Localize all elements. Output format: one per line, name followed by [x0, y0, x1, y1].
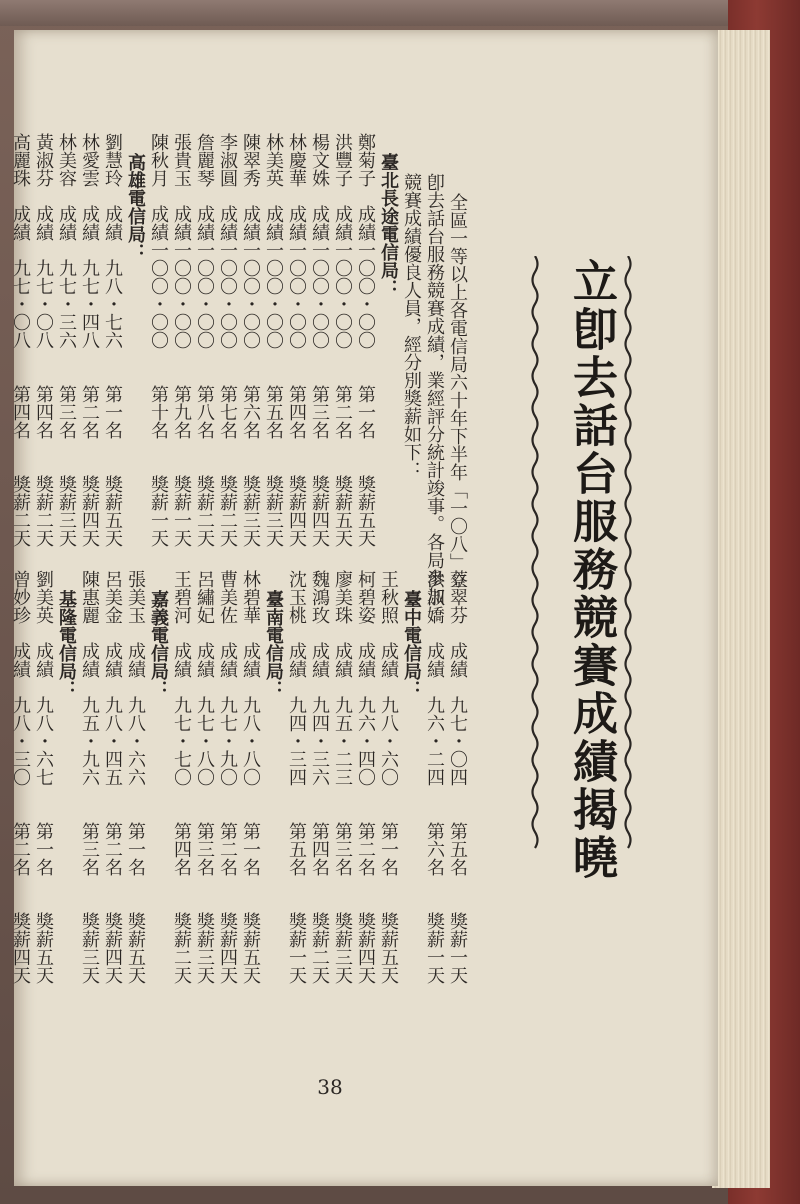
roster-column: 陳秋月 成績一〇〇・〇〇 第十名 獎薪一天	[148, 133, 169, 547]
roster-column: 陳翠秀 成績一〇〇・〇〇 第六名 獎薪三天	[240, 133, 261, 547]
roster-column: 洪淑嬌 成績 九六・二四 第六名 獎薪一天	[424, 570, 445, 984]
roster-column: 楊文姝 成績一〇〇・〇〇 第三名 獎薪四天	[309, 133, 330, 547]
roster-column: 柯碧姿 成績 九六・四〇 第二名 獎薪四天	[355, 570, 376, 984]
roster-column: 黃淑芬 成績 九七・〇八 第四名 獎薪二天	[33, 133, 54, 547]
intro-line: 競賽成績優良人員，經分別獎薪如下：	[401, 173, 422, 479]
bureau-heading: 臺南電信局：	[263, 590, 284, 698]
roster-column: 廖美珠 成績 九五・二三 第三名 獎薪三天	[332, 570, 353, 984]
intro-line: 全區一等以上各電信局六十年下半年「一〇八」立	[447, 193, 468, 589]
roster-column: 洪豐子 成績一〇〇・〇〇 第二名 獎薪五天	[332, 133, 353, 547]
bureau-heading: 臺中電信局：	[401, 590, 422, 698]
bureau-heading: 高雄電信局：	[125, 153, 146, 261]
roster-column: 張貴玉 成績一〇〇・〇〇 第九名 獎薪一天	[171, 133, 192, 547]
roster-column: 沈玉桃 成績 九四・三四 第五名 獎薪一天	[286, 570, 307, 984]
intro-line: 卽去話台服務競賽成績，業經評分統計竣事。各局參加	[424, 173, 445, 605]
roster-column: 魏鴻玫 成績 九四・三六 第四名 獎薪二天	[309, 570, 330, 984]
roster-column: 蔡翠芬 成績 九七・〇四 第五名 獎薪一天	[447, 570, 468, 984]
roster-column: 曹美佐 成績 九七・九〇 第二名 獎薪四天	[217, 570, 238, 984]
roster-column: 王秋照 成績 九八・六〇 第一名 獎薪五天	[378, 570, 399, 984]
page-number: 38	[317, 1075, 343, 1099]
article-title: 立卽去話台服務競賽成績揭曉	[565, 258, 618, 882]
roster-column: 林愛雲 成績 九七・四八 第二名 獎薪四天	[79, 133, 100, 547]
roster-column: 劉慧玲 成績 九八・七六 第一名 獎薪五天	[102, 133, 123, 547]
roster-column: 林美英 成績一〇〇・〇〇 第五名 獎薪三天	[263, 133, 284, 547]
right-wavy-rule	[622, 256, 634, 856]
roster-column: 李淑圓 成績一〇〇・〇〇 第七名 獎薪二天	[217, 133, 238, 547]
roster-column: 張美玉 成績 九八・六六 第一名 獎薪五天	[125, 570, 146, 984]
roster-column: 林美容 成績 九七・三六 第三名 獎薪三天	[56, 133, 77, 547]
roster-column: 曾妙珍 成績 九八・三〇 第二名 獎薪四天	[10, 570, 31, 984]
roster-column: 呂繡妃 成績 九七・八〇 第三名 獎薪三天	[194, 570, 215, 984]
cover-top-edge	[0, 0, 800, 26]
left-wavy-rule	[529, 256, 541, 856]
bureau-heading: 嘉義電信局：	[148, 590, 169, 698]
roster-column: 陳惠麗 成績 九五・九六 第三名 獎薪三天	[79, 570, 100, 984]
roster-column: 呂美金 成績 九八・四五 第二名 獎薪四天	[102, 570, 123, 984]
roster-column: 鄭菊子 成績一〇〇・〇〇 第一名 獎薪五天	[355, 133, 376, 547]
bureau-heading: 基隆電信局：	[56, 590, 77, 698]
book-page	[10, 30, 718, 1186]
roster-column: 詹麗琴 成績一〇〇・〇〇 第八名 獎薪二天	[194, 133, 215, 547]
roster-column: 林慶華 成績一〇〇・〇〇 第四名 獎薪四天	[286, 133, 307, 547]
roster-column: 劉美英 成績 九八・六七 第一名 獎薪五天	[33, 570, 54, 984]
roster-column: 王碧河 成績 九七・七〇 第四名 獎薪二天	[171, 570, 192, 984]
roster-column: 林碧華 成績 九八・八〇 第一名 獎薪五天	[240, 570, 261, 984]
page-edges	[712, 30, 770, 1188]
bureau-heading: 臺北長途電信局：	[378, 153, 399, 297]
roster-column: 高麗珠 成績 九七・〇八 第四名 獎薪二天	[10, 133, 31, 547]
